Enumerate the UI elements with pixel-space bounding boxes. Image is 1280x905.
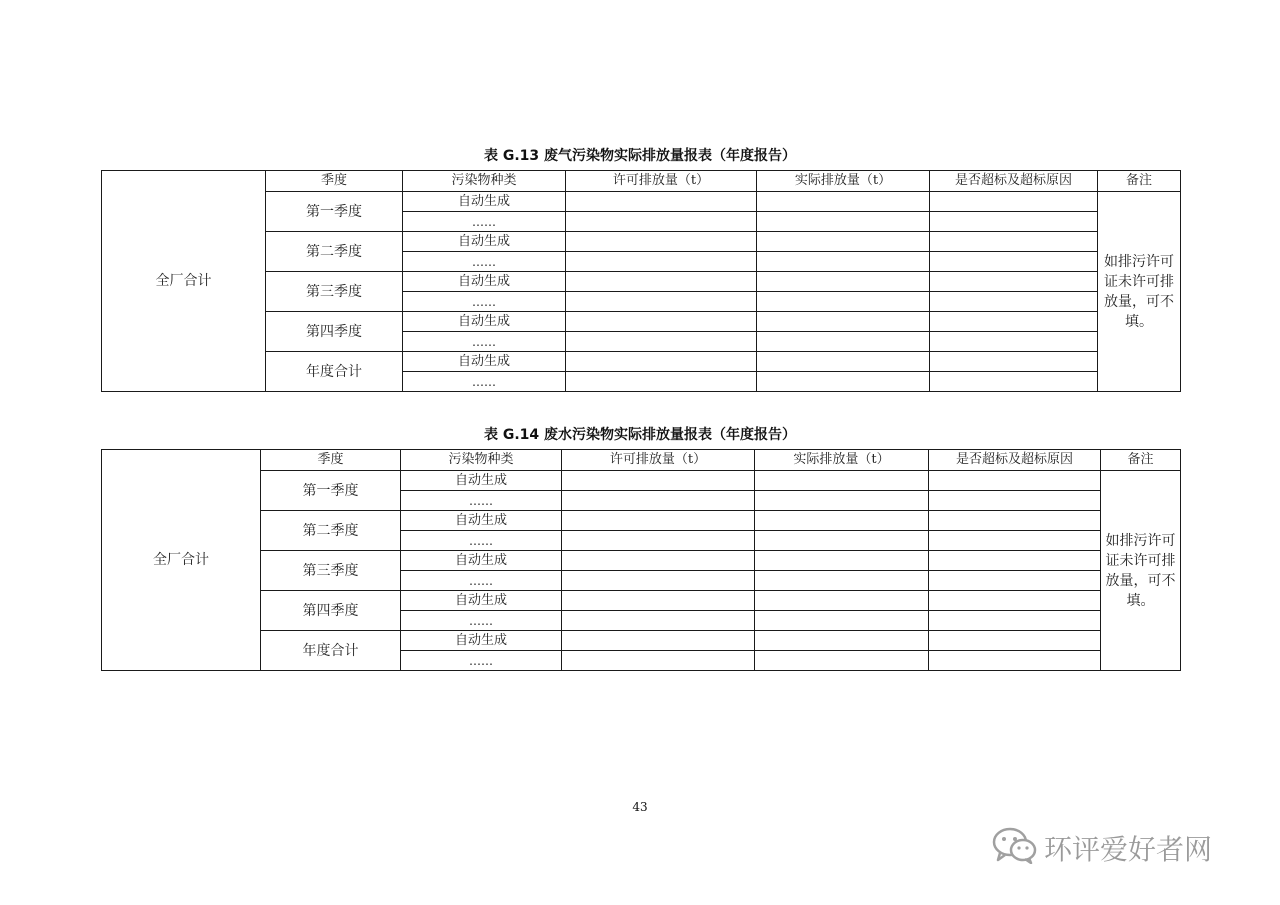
col-header-remark: 备注 — [1098, 171, 1181, 192]
permitted-cell — [566, 212, 757, 232]
period-label: 第四季度 — [261, 591, 401, 631]
actual-cell — [755, 531, 929, 551]
actual-cell — [757, 292, 930, 312]
col-header-exceed: 是否超标及超标原因 — [929, 450, 1101, 471]
period-label: 第四季度 — [266, 312, 403, 352]
exceed-cell — [930, 272, 1098, 292]
permitted-cell — [562, 471, 755, 491]
exceed-cell — [930, 192, 1098, 212]
row-header-plant-total: 全厂合计 — [102, 450, 261, 671]
pollutant-cell-more: …… — [403, 252, 566, 272]
watermark — [992, 826, 1212, 870]
permitted-cell — [562, 571, 755, 591]
exceed-cell — [929, 491, 1101, 511]
pollutant-cell: 自动生成 — [403, 272, 566, 292]
period-label: 第一季度 — [261, 471, 401, 511]
col-header-actual: 实际排放量（t） — [755, 450, 929, 471]
permitted-cell — [566, 232, 757, 252]
exceed-cell — [929, 631, 1101, 651]
row-header-plant-total: 全厂合计 — [102, 171, 266, 392]
actual-cell — [757, 332, 930, 352]
actual-cell — [755, 651, 929, 671]
period-label: 年度合计 — [266, 352, 403, 392]
table-g14-caption: 表 G.14 废水污染物实际排放量报表（年度报告） — [483, 427, 797, 443]
permitted-cell — [562, 611, 755, 631]
permitted-cell — [562, 591, 755, 611]
actual-cell — [757, 272, 930, 292]
exceed-cell — [930, 292, 1098, 312]
permitted-cell — [566, 292, 757, 312]
watermark-text: 环评爱好者网 — [1044, 833, 1213, 866]
col-header-remark: 备注 — [1101, 450, 1181, 471]
actual-cell — [755, 471, 929, 491]
actual-cell — [755, 511, 929, 531]
pollutant-cell: 自动生成 — [403, 352, 566, 372]
exceed-cell — [929, 531, 1101, 551]
actual-cell — [757, 372, 930, 392]
pollutant-cell: 自动生成 — [403, 232, 566, 252]
pollutant-cell-more: …… — [403, 332, 566, 352]
col-header-exceed: 是否超标及超标原因 — [930, 171, 1098, 192]
period-label: 年度合计 — [261, 631, 401, 671]
exceed-cell — [929, 651, 1101, 671]
exceed-cell — [929, 591, 1101, 611]
permitted-cell — [566, 352, 757, 372]
pollutant-cell: 自动生成 — [401, 591, 562, 611]
permitted-cell — [566, 312, 757, 332]
exhaust-emission-table — [101, 170, 1181, 392]
actual-cell — [757, 232, 930, 252]
col-header-permitted: 许可排放量（t） — [566, 171, 757, 192]
actual-cell — [757, 352, 930, 372]
remark-note: 如排污许可证未许可排放量，可不填。 — [1098, 192, 1181, 392]
actual-cell — [755, 611, 929, 631]
period-label: 第二季度 — [266, 232, 403, 272]
col-header-pollutant: 污染物种类 — [403, 171, 566, 192]
pollutant-cell-more: …… — [403, 292, 566, 312]
wastewater-emission-table — [101, 449, 1181, 671]
permitted-cell — [562, 631, 755, 651]
col-header-permitted: 许可排放量（t） — [562, 450, 755, 471]
exceed-cell — [929, 611, 1101, 631]
col-header-actual: 实际排放量（t） — [757, 171, 930, 192]
permitted-cell — [566, 192, 757, 212]
permitted-cell — [562, 491, 755, 511]
actual-cell — [757, 212, 930, 232]
pollutant-cell: 自动生成 — [403, 192, 566, 212]
permitted-cell — [566, 372, 757, 392]
pollutant-cell: 自动生成 — [403, 312, 566, 332]
col-header-quarter: 季度 — [266, 171, 403, 192]
pollutant-cell-more: …… — [401, 491, 562, 511]
actual-cell — [757, 192, 930, 212]
period-label: 第三季度 — [266, 272, 403, 312]
permitted-cell — [566, 272, 757, 292]
pollutant-cell: 自动生成 — [401, 471, 562, 491]
permitted-cell — [562, 531, 755, 551]
col-header-quarter: 季度 — [261, 450, 401, 471]
pollutant-cell-more: …… — [401, 571, 562, 591]
exceed-cell — [930, 332, 1098, 352]
actual-cell — [755, 591, 929, 611]
pollutant-cell-more: …… — [401, 611, 562, 631]
actual-cell — [755, 631, 929, 651]
pollutant-cell-more: …… — [403, 212, 566, 232]
remark-note: 如排污许可证未许可排放量，可不填。 — [1101, 471, 1181, 671]
exceed-cell — [929, 471, 1101, 491]
exceed-cell — [929, 511, 1101, 531]
pollutant-cell: 自动生成 — [401, 551, 562, 571]
actual-cell — [755, 571, 929, 591]
pollutant-cell-more: …… — [401, 531, 562, 551]
wechat-icon — [992, 826, 1044, 871]
period-label: 第一季度 — [266, 192, 403, 232]
actual-cell — [755, 491, 929, 511]
period-label: 第三季度 — [261, 551, 401, 591]
actual-cell — [757, 252, 930, 272]
exceed-cell — [930, 232, 1098, 252]
pollutant-cell: 自动生成 — [401, 631, 562, 651]
exceed-cell — [930, 212, 1098, 232]
period-label: 第二季度 — [261, 511, 401, 551]
pollutant-cell: 自动生成 — [401, 511, 562, 531]
permitted-cell — [566, 252, 757, 272]
exceed-cell — [930, 372, 1098, 392]
permitted-cell — [562, 551, 755, 571]
pollutant-cell-more: …… — [401, 651, 562, 671]
actual-cell — [757, 312, 930, 332]
exceed-cell — [930, 252, 1098, 272]
exceed-cell — [930, 352, 1098, 372]
exceed-cell — [929, 551, 1101, 571]
permitted-cell — [562, 511, 755, 531]
page-number: 43 — [632, 800, 648, 814]
table-g13-caption: 表 G.13 废气污染物实际排放量报表（年度报告） — [483, 148, 797, 164]
col-header-pollutant: 污染物种类 — [401, 450, 562, 471]
exceed-cell — [929, 571, 1101, 591]
pollutant-cell-more: …… — [403, 372, 566, 392]
permitted-cell — [562, 651, 755, 671]
actual-cell — [755, 551, 929, 571]
permitted-cell — [566, 332, 757, 352]
exceed-cell — [930, 312, 1098, 332]
